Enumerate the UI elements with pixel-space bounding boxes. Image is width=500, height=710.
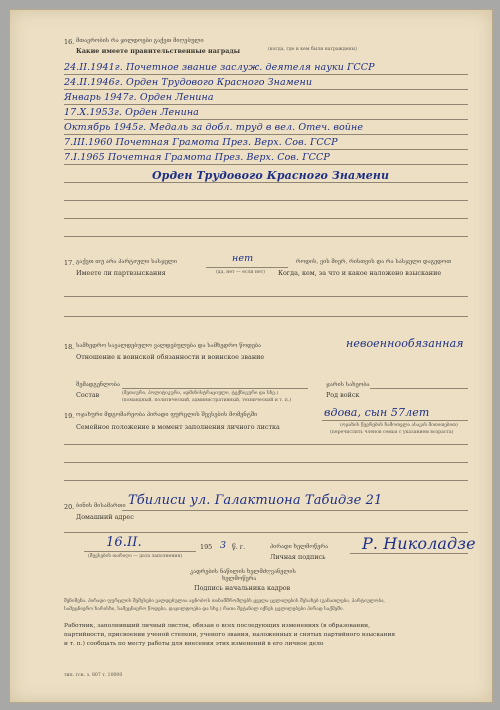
section-19-note-ru: (перечислить членов семьи с указанием возраста) [330,430,454,435]
section-18-label-geo: სამხედრო სავალდებულო ვალდებულება და სამხედრო წოდება [76,343,262,349]
head-signature-label-geo-2: ხელმოწერა [222,576,257,582]
composition-hint-ru: (командный, политический, административный, технический и т. п.) [122,398,292,403]
date-caption: (შევსების თარიღი — дата заполнения) [88,554,183,559]
section-17-label-geo: გაქვთ თუ არა პარტიული სასჯელი [76,259,178,265]
section-17-question-geo: როდის, ვის მიერ, რისთვის და რა სასჯელი დაგედოთ [296,259,452,265]
section-16-number: 16. [64,38,75,46]
fill-date: 16.II. [106,535,142,550]
year-digit: 3 [220,540,227,551]
notice-geo-line: სამეცნიერო ხარისხი, სამეცნიერო წოდება, დაჯილდოება და სხვ.) რათა შეტანილ იქნეს ცვლილებები პირად საქმეში. [64,607,344,612]
year-suffix: წ. г. [232,543,246,551]
section-19-label-geo: ოჯახური მდგომარეობა პირადი ფურცლის შევსების მომენტში [76,412,258,418]
section-19-note-geo: (ოჯახის წევრების ჩამოთვლა ასაკის მითითებით) [340,423,458,428]
notice-ru-line: Работник, заполнивший личный листок, обязан о всех последующих изменениях (в образовании, [64,623,370,629]
award-entry: Январь 1947г. Орден Ленина [64,92,214,103]
personal-record-sheet [9,9,493,703]
print-footer: тип. гсн. з. 807 т. 10000 [64,673,123,678]
award-entry: 7.I.1965 Почетная Грамота През. Верх. Сов. ГССР [64,152,330,163]
year-prefix: 195 [200,543,213,551]
composition-hint-geo: (მეთაური, პოლიტიკური, ადმინისტრაციული, ტექნიკური და სხვ.) [122,391,279,396]
section-18-answer: невоеннообязанная [346,337,464,350]
section-20-number: 20. [64,503,75,511]
award-entry: Орден Трудового Красного Знамени [152,169,390,182]
section-18-label-ru: Отношение к воинской обязанности и воинское звание [76,353,265,361]
section-17-question-ru: Когда, кем, за что и какое наложено взыскание [278,269,442,277]
section-16-label-ru: Какие имеете правительственные награды [76,47,241,55]
notice-ru-line: и т. п.) сообщать по месту работы для внесения этих изменений в его личное дело [64,641,324,647]
award-entry: 7.III.1960 Почетная Грамота През. Верх. Сов. ГССР [64,137,338,148]
composition-label-geo: შემადგენლობა [76,382,120,388]
section-19-label-ru: Семейное положение в момент заполнения личного листка [76,423,280,431]
section-16-label-geo: მთავრობის რა ჯილდოები გაქვთ მიღებული [76,38,204,44]
branch-label-geo: ჯარის სახეობა [326,382,370,388]
composition-label-ru: Состав [76,391,100,399]
section-16-note: (когда, где и кем были награждены) [268,47,357,52]
section-19-number: 19. [64,412,75,420]
personal-signature-label-ru: Личная подпись [270,553,326,561]
award-entry: 24.II.1941г. Почетное звание заслуж. деятеля науки ГССР [64,62,375,73]
award-entry: Октябрь 1945г. Медаль за добл. труд в вел. Отеч. войне [64,122,364,133]
section-20-label-ru: Домашний адрес [76,513,134,521]
award-entry: 24.II.1946г. Орден Трудового Красного Знамени [64,77,313,88]
notice-ru-line: партийности, присвоении ученой степени, ученого звания, наложенных и снятых партийного взыскания [64,632,396,638]
section-20-label-geo: ბინის მისამართი [76,503,126,509]
home-address: Тбилиси ул. Галактиона Табидзе 21 [128,493,383,508]
notice-geo-line: შენიშვნა. პირადი ფურცლის შემვსები ვალდებულია აცნობოს თანამშრომლებს ყველა ცვლილების შესახებ (განათლება, პარტიულობა, [64,599,386,604]
head-signature-label-ru: Подпись начальника кадров [194,584,291,592]
section-17-number: 17. [64,259,75,267]
personal-signature: Р. Николадзе [362,534,476,553]
section-17-label-ru: Имеете ли партвзыскания [76,269,166,277]
head-signature-label-geo: კადრების ნაწილის ხელმძღვანელის [190,569,296,575]
section-17-answer: нет [232,253,254,264]
section-17-hint: (да, нет — если нет) [216,270,265,275]
section-19-answer: вдова, сын 57лет [324,406,430,419]
section-18-number: 18. [64,343,75,351]
personal-signature-label-geo: პირადი ხელმოწერა [270,544,328,550]
branch-label-ru: Род войск [326,391,360,399]
award-entry: 17.Х.1953г. Орден Ленина [64,107,199,118]
